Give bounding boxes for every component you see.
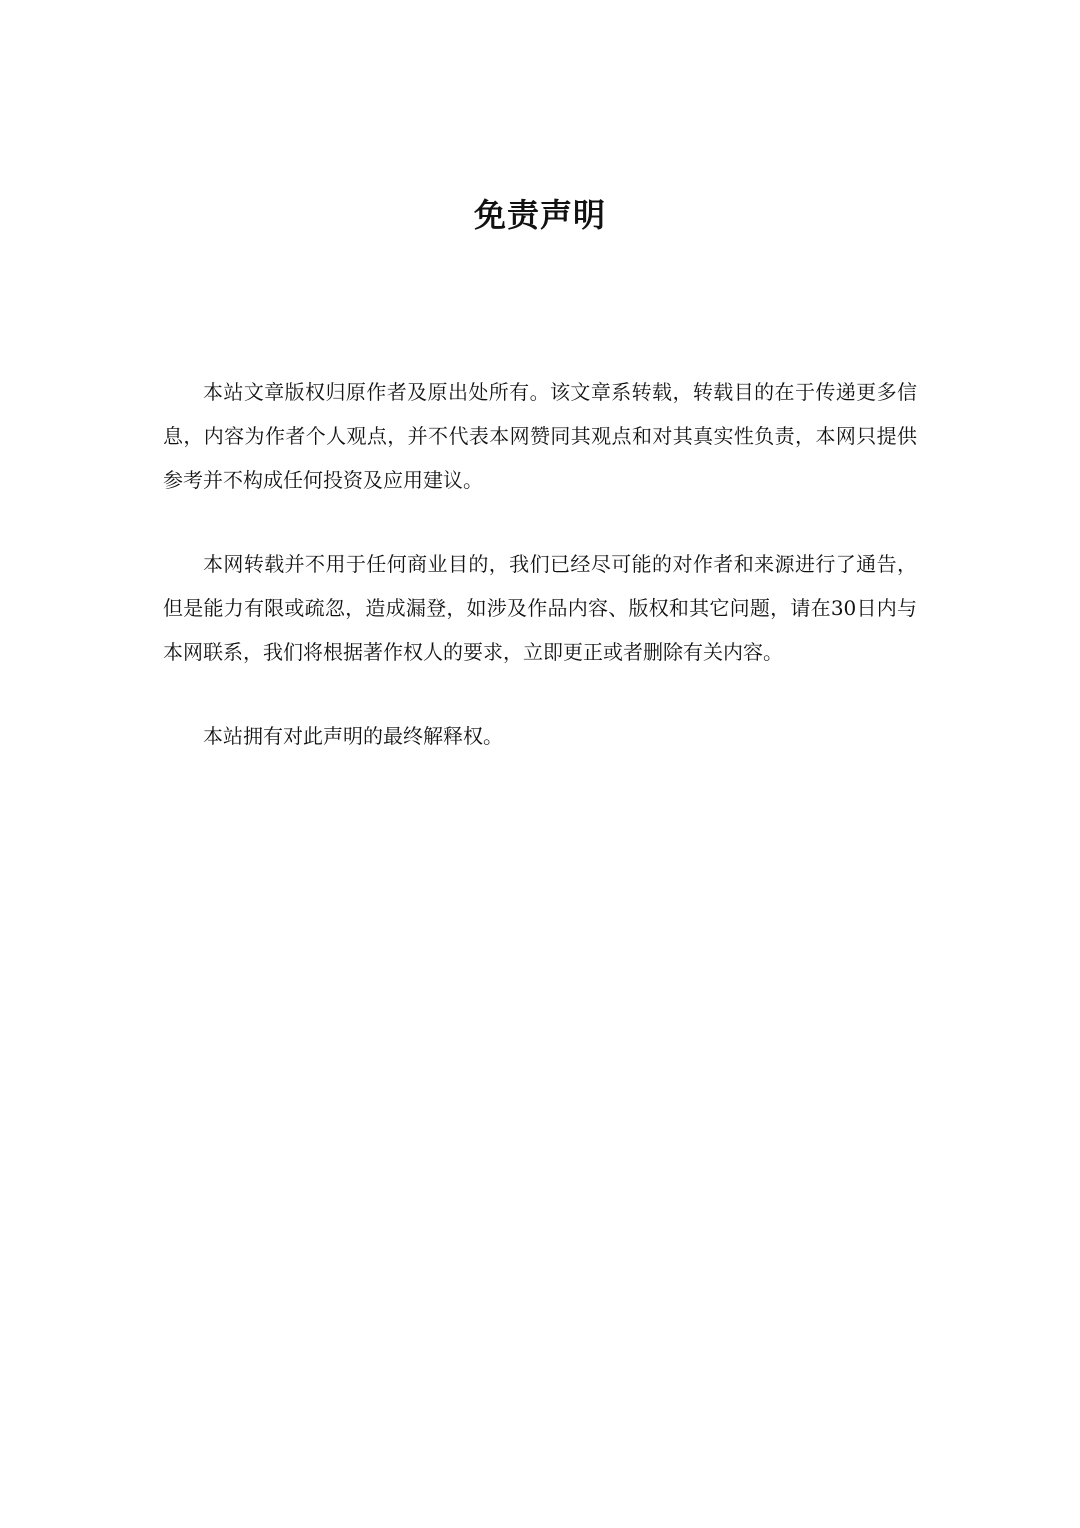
document-body [163, 370, 917, 758]
paragraph-non-commercial: 本网转载并不用于任何商业目的，我们已经尽可能的对作者和来源进行了通告，但是能力有限或疏忽，造成漏登，如涉及作品内容、版权和其它问题，请在30日内与本网联系，我们将根据著作权人的要求，立即更正或者删除有关内容。 [163, 552, 917, 664]
paragraph-interpretation: 本站拥有对此声明的最终解释权。 [203, 724, 503, 748]
paragraph-copyright: 本站文章版权归原作者及原出处所有。该文章系转载，转载目的在于传递更多信息，内容为作者个人观点，并不代表本网赞同其观点和对其真实性负责，本网只提供参考并不构成任何投资及应用建议。 [163, 380, 917, 492]
page-title: 免责声明 [473, 196, 606, 234]
